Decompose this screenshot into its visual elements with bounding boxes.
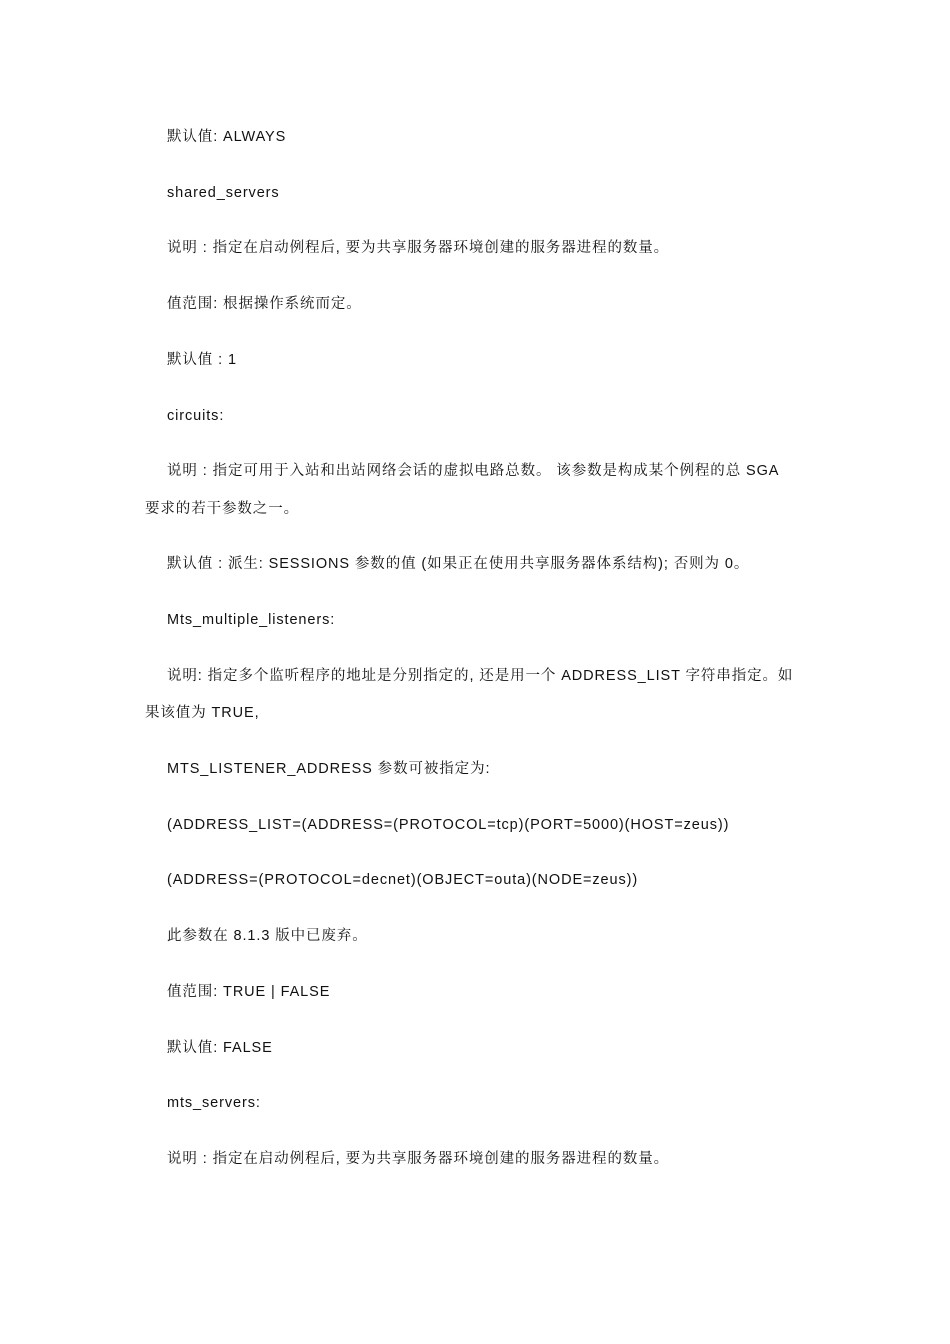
circuits-default: 默认值 : 派生: SESSIONS 参数的值 (如果正在使用共享服务器体系结构); 否则为 0。 <box>167 556 750 572</box>
shared-servers-description: 说明 : 指定在启动例程后, 要为共享服务器环境创建的服务器进程的数量。 <box>167 240 670 256</box>
address-list-example: (ADDRESS_LIST=(ADDRESS=(PROTOCOL=tcp)(PORT=5000)(HOST=zeus)) <box>167 817 730 833</box>
param-mts-servers: mts_servers: <box>167 1095 261 1111</box>
circuits-description-cont: 要求的若干参数之一。 <box>145 501 299 517</box>
default-value-always: 默认值: ALWAYS <box>167 129 287 145</box>
param-shared-servers: shared_servers <box>167 185 280 201</box>
shared-servers-range: 值范围: 根据操作系统而定。 <box>167 296 362 312</box>
mts-listener-address-note: MTS_LISTENER_ADDRESS 参数可被指定为: <box>167 761 491 777</box>
deprecated-note: 此参数在 8.1.3 版中已废弃。 <box>167 928 368 944</box>
multiple-listeners-default: 默认值: FALSE <box>167 1040 273 1056</box>
param-circuits: circuits: <box>167 408 225 424</box>
mts-servers-description: 说明 : 指定在启动例程后, 要为共享服务器环境创建的服务器进程的数量。 <box>167 1151 670 1167</box>
circuits-description: 说明 : 指定可用于入站和出站网络会话的虚拟电路总数。 该参数是构成某个例程的总 SGA <box>167 463 780 479</box>
shared-servers-default: 默认值 : 1 <box>167 352 237 368</box>
mts-multiple-listeners-description-cont: 果该值为 TRUE, <box>145 705 260 721</box>
mts-multiple-listeners-description: 说明: 指定多个监听程序的地址是分别指定的, 还是用一个 ADDRESS_LIST 字符串指定。如 <box>167 668 794 684</box>
param-mts-multiple-listeners: Mts_multiple_listeners: <box>167 612 336 628</box>
address-example: (ADDRESS=(PROTOCOL=decnet)(OBJECT=outa)(NODE=zeus)) <box>167 872 639 888</box>
multiple-listeners-range: 值范围: TRUE | FALSE <box>167 984 331 1000</box>
